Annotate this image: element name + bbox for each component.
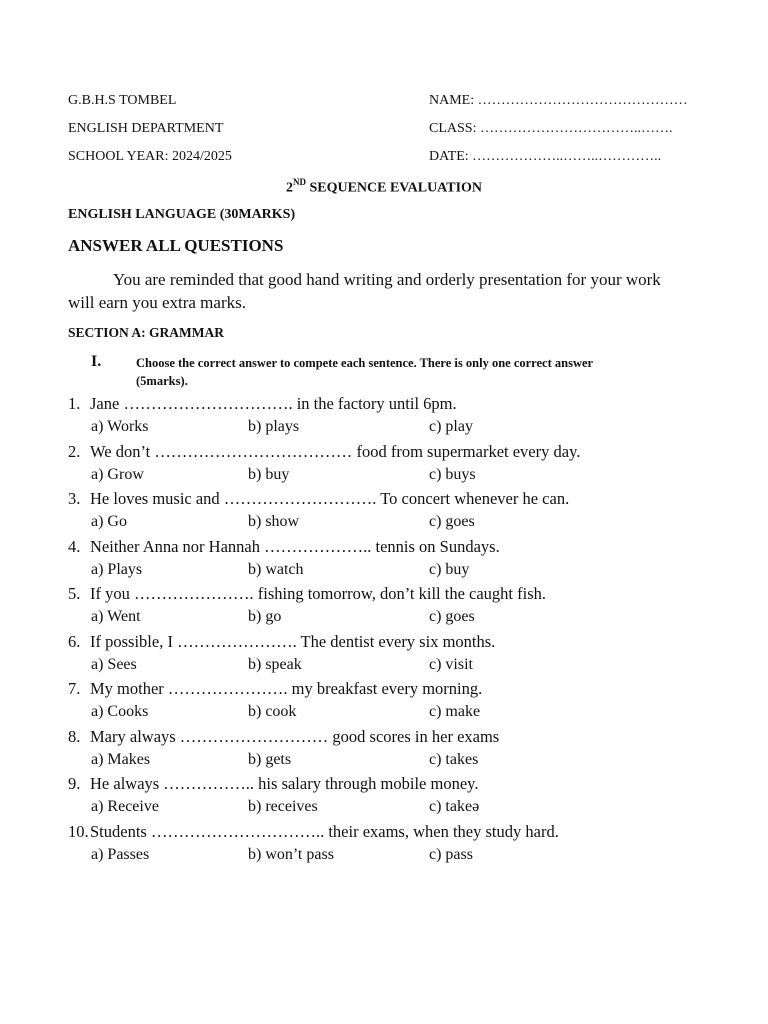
question-text: If possible, I …………………. The dentist every six months. — [90, 631, 496, 651]
option-b: b) won’t pass — [248, 845, 334, 863]
title-superscript: ND — [292, 177, 306, 187]
title-number: 2 — [285, 180, 293, 196]
subject-heading: ENGLISH LANGUAGE (30MARKS) — [68, 207, 296, 222]
school-name: G.B.H.S TOMBEL — [68, 93, 177, 108]
option-b: b) show — [248, 513, 300, 530]
part-instruction-line-2: (5marks). — [136, 374, 188, 388]
page-title — [0, 178, 768, 197]
question-text: If you …………………. fishing tomorrow, don’t kill the caught fish. — [90, 584, 546, 603]
option-b: b) cook — [248, 703, 297, 720]
class-field: CLASS: ……………………………..……. — [429, 121, 673, 136]
question-text: He loves music and ………………………. To concert whenever he can. — [90, 489, 570, 508]
option-a: a) Plays — [91, 560, 143, 578]
option-a: a) Grow — [91, 465, 144, 483]
option-c: c) play — [429, 418, 473, 435]
option-b: b) gets — [248, 750, 292, 768]
option-c: c) make — [429, 703, 481, 720]
name-field: NAME: ……………………………………… — [429, 93, 688, 108]
option-a: a) Passes — [91, 845, 150, 863]
section-heading: SECTION A: GRAMMAR — [68, 325, 225, 340]
option-a: a) Cooks — [91, 703, 149, 720]
option-c: c) takes — [429, 750, 479, 768]
question-number: 4. — [68, 536, 81, 556]
instruction-heading: ANSWER ALL QUESTIONS — [68, 236, 284, 255]
question-text: My mother …………………. my breakfast every morning. — [90, 679, 483, 698]
date-field: DATE: ………………..……..………….. — [429, 149, 662, 164]
question-number: 5. — [68, 584, 81, 603]
option-a: a) Sees — [91, 655, 137, 673]
option-b: b) buy — [248, 465, 290, 483]
title-text: SEQUENCE EVALUATION — [305, 180, 483, 196]
option-b: b) speak — [248, 655, 302, 673]
question-number: 1. — [68, 394, 81, 413]
option-a: a) Works — [91, 418, 149, 435]
reminder-line-1: You are reminded that good hand writing and orderly presentation for your work — [113, 270, 661, 289]
part-instruction-line-1: Choose the correct answer to compete each sentence. There is only one correct answer — [136, 356, 594, 370]
option-a: a) Receive — [91, 798, 159, 815]
option-c: c) goes — [429, 608, 475, 625]
question-number: 7. — [68, 679, 81, 698]
question-number: 10. — [68, 821, 89, 841]
option-c: c) takeə — [429, 798, 480, 815]
option-c: c) buy — [429, 560, 470, 578]
school-year: SCHOOL YEAR: 2024/2025 — [68, 149, 232, 164]
question-number: 8. — [68, 726, 81, 746]
question-number: 2. — [68, 441, 81, 461]
question-number: 9. — [68, 774, 81, 793]
option-a: a) Go — [91, 513, 127, 530]
option-b: b) go — [248, 608, 282, 625]
question-text: Jane …………………………. in the factory until 6pm. — [90, 394, 457, 413]
question-text: Neither Anna nor Hannah ……………….. tennis on Sundays. — [90, 536, 500, 556]
option-b: b) plays — [248, 418, 300, 435]
option-a: a) Went — [91, 608, 141, 625]
option-b: b) receives — [248, 798, 318, 815]
option-b: b) watch — [248, 560, 304, 578]
reminder-line-2: will earn you extra marks. — [68, 293, 246, 312]
question-text: We don’t ……………………………… food from supermarket every day. — [90, 441, 581, 461]
option-c: c) visit — [429, 655, 473, 673]
option-c: c) pass — [429, 845, 473, 863]
option-a: a) Makes — [91, 750, 151, 768]
department-name: ENGLISH DEPARTMENT — [68, 121, 224, 136]
part-numeral: I. — [91, 353, 102, 370]
question-number: 3. — [68, 489, 81, 508]
question-text: Mary always ……………………… good scores in her exams — [90, 726, 500, 746]
question-text: Students ………………………….. their exams, when they study hard. — [90, 821, 559, 841]
question-number: 6. — [68, 631, 81, 651]
option-c: c) buys — [429, 465, 476, 483]
question-text: He always …………….. his salary through mobile money. — [90, 774, 479, 793]
option-c: c) goes — [429, 513, 475, 530]
